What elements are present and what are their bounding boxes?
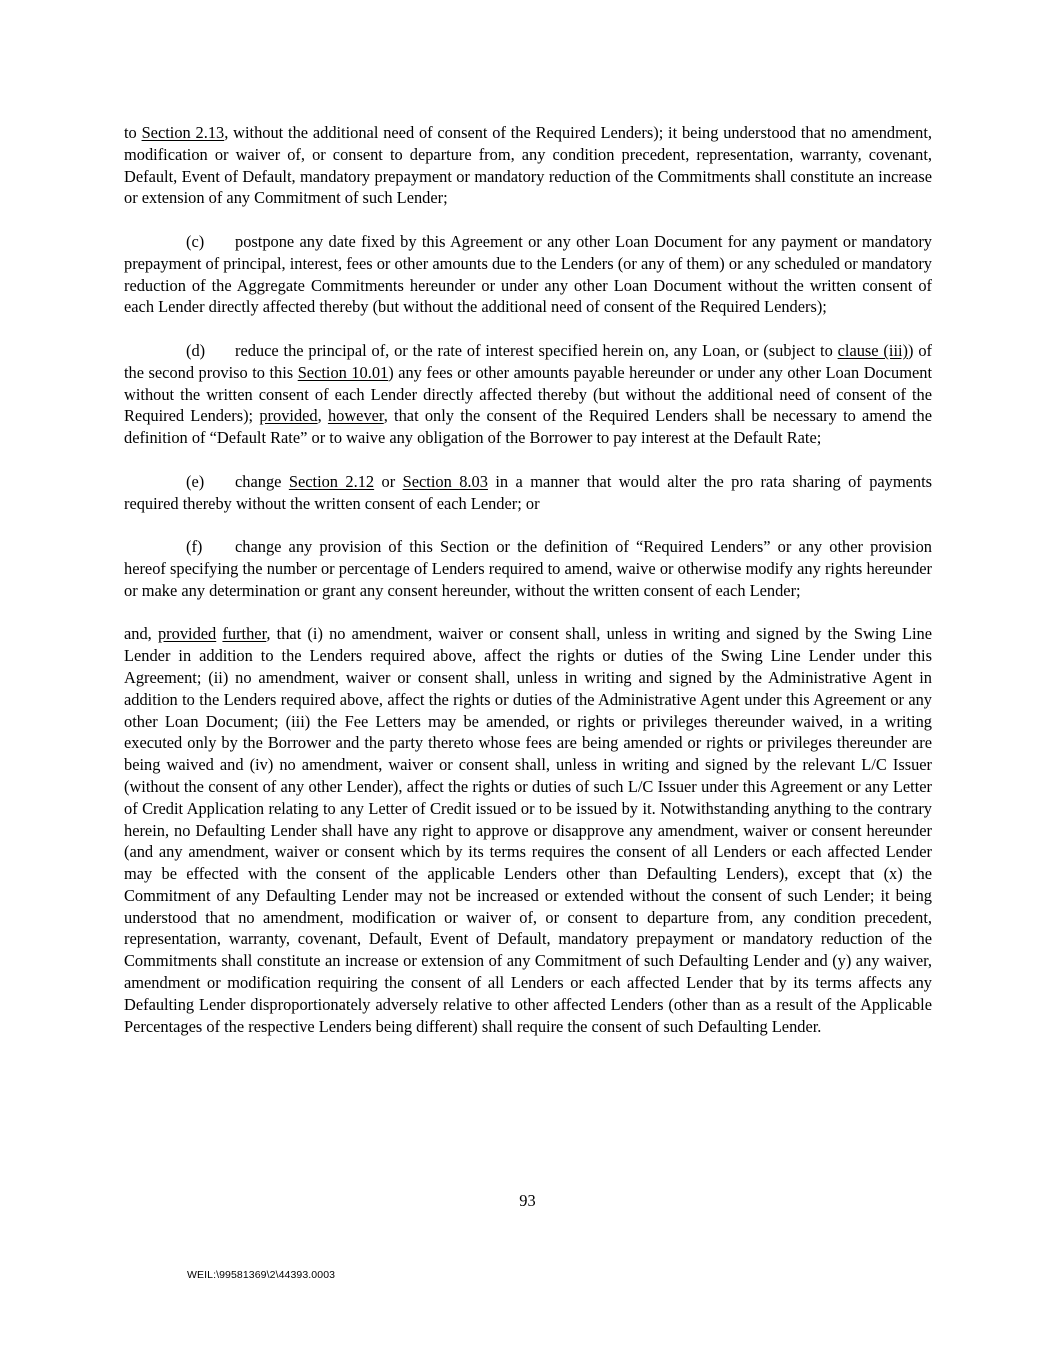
- clause-label: (f): [186, 537, 203, 557]
- page-number: 93: [519, 1191, 536, 1210]
- clause-reference: clause (iii): [837, 340, 909, 360]
- text-run: , that only the consent of the Required Lenders shall be necessary to amend the definition of “Default Rate” or to waive any obligation of the Borrower to pay interest at the Default Rate;: [124, 406, 932, 448]
- clause-d: [124, 340, 932, 449]
- clause-label: (c): [186, 231, 205, 251]
- text-run: change: [235, 471, 289, 491]
- clause-label: (e): [186, 471, 205, 491]
- clause-f: [124, 536, 932, 601]
- text-run: ) of the second proviso to this: [124, 340, 932, 382]
- defined-term: provided: [259, 406, 318, 426]
- document-footer-id: WEIL:\99581369\2\44393.0003: [187, 1269, 336, 1281]
- clause-e: [124, 471, 932, 515]
- text-run: , that (i) no amendment, waiver or consent shall, unless in writing and signed by the Swing Line Lender in addition to the Lenders required above, affect the rights or duties of the Swing Line Lender under this Agreement; (ii) no amendment, waiver or consent shall, unless in writing and signed by the Administrative Agent in addition to the Lenders required above, affect the rights or duties of the Administrative Agent under this Agreement or any other Loan Document; (iii) the Fee Letters may be amended, or rights or privileges thereunder waived, in a writing executed only by the Borrower and the party thereto whose fees are being amended or rights or privileges thereunder are being waived and (iv) no amendment, waiver or consent shall, unless in writing and signed by the relevant L/C Issuer (without the consent of any other Lender), affect the rights or duties of such L/C Issuer under this Agreement or any Letter of Credit Application relating to any Letter of Credit issued or to be issued by it. Notwithstanding anything to the contrary herein, no Defaulting Lender shall have any right to approve or disapprove any amendment, waiver or consent hereunder (and any amendment, waiver or consent which by its terms requires the consent of all Lenders or each affected Lender may be effected with the consent of the applicable Lenders other than Defaulting Lenders), except that (x) the Commitment of any Defaulting Lender may not be increased or extended without the consent of such Lender; it being understood that no amendment, modification or waiver of, or consent to departure from, any condition precedent, representation, warranty, covenant, Default, Event of Default, mandatory prepayment or mandatory reduction of the Commitments shall constitute an increase or extension of any Commitment of such Defaulting Lender and (y) any waiver, amendment or modification requiring the consent of all Lenders or each affected Lender that by its terms affects any Defaulting Lender disproportionately adversely relative to other affected Lenders (other than as a result of the Applicable Percentages of the respective Lenders being different) shall require the consent of such Defaulting Lender.: [124, 624, 932, 1036]
- text-run: change any provision of this Section or the definition of “Required Lenders” or any other provision hereof specifying the number or percentage of Lenders required to amend, waive or otherwise modify any rights hereunder or make any determination or grant any consent hereunder, without the written consent of each Lender;: [124, 537, 932, 600]
- text-run: ) any fees or other amounts payable hereunder or under any other Loan Document without the written consent of each Lender directly affected thereby (but without the additional need of consent of the Required Lenders);: [124, 362, 932, 426]
- paragraph-continuation: [124, 122, 932, 209]
- clause-c: [124, 231, 932, 318]
- text-run: or: [374, 471, 403, 491]
- text-run: to: [124, 123, 142, 142]
- defined-term: however: [327, 406, 384, 426]
- proviso-paragraph: [124, 623, 932, 1037]
- text-run: postpone any date fixed by this Agreement or any other Loan Document for any payment or mandatory prepayment of principal, interest, fees or other amounts due to the Lenders (or any of them) or any scheduled or mandatory reduction of the Aggregate Commitments hereunder or under any other Loan Document without the written consent of each Lender directly affected thereby (but without the additional need of consent of the Required Lenders);: [124, 231, 932, 317]
- text-run: and,: [124, 624, 158, 644]
- section-reference: Section 8.03: [402, 471, 488, 491]
- text-run: in a manner that would alter the pro rata sharing of payments required thereby without the written consent of each Lender; or: [124, 471, 933, 513]
- text-run: reduce the principal of, or the rate of interest specified herein on, any Loan, or (subject to: [235, 340, 838, 360]
- document-body: [124, 122, 932, 1037]
- text-run: ,: [317, 406, 328, 426]
- defined-term: provided: [157, 624, 217, 644]
- clause-label: (d): [186, 340, 206, 360]
- section-reference: Section 10.01: [297, 362, 389, 382]
- defined-term: further: [222, 624, 267, 644]
- text-run: , without the additional need of consent of the Required Lenders); it being understood that no amendment, modification or waiver of, or consent to departure from, any condition precedent, representation, warranty, covenant, Default, Event of Default, mandatory prepayment or mandatory reduction of the Commitments shall constitute an increase or extension of any Commitment of such Lender;: [124, 123, 932, 208]
- section-reference: Section 2.12: [288, 471, 375, 491]
- section-reference: Section 2.13: [141, 123, 225, 142]
